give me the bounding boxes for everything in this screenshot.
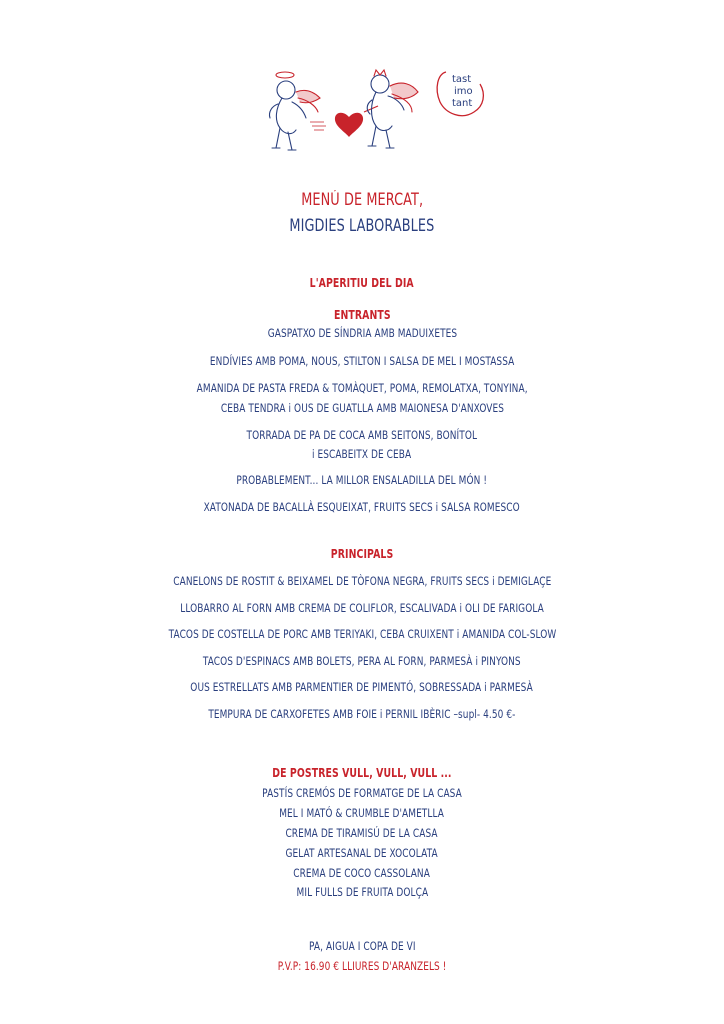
menu-item-text: PROBABLEMENT... LA MILLOR ENSALADILLA DEL MÓN ! xyxy=(236,473,488,487)
included-text: PA, AIGUA I COPA DE VI xyxy=(308,939,416,953)
menu-item xyxy=(0,350,724,369)
menu-subtitle-line xyxy=(0,216,724,235)
menu-item-text: CREMA DE COCO CASSOLANA xyxy=(293,866,431,880)
menu-item xyxy=(0,424,724,443)
menu-item xyxy=(0,623,724,642)
logo-text-line2: imo xyxy=(454,86,473,97)
postres-heading xyxy=(0,762,724,781)
menu-item xyxy=(0,881,724,900)
aperitiu-heading xyxy=(0,272,724,291)
menu-item-text: MIL FULLS DE FRUITA DOLÇA xyxy=(296,885,428,899)
principals-heading xyxy=(0,543,724,562)
logo-text-line3: tant xyxy=(452,98,473,109)
entrants-heading xyxy=(0,304,724,323)
postres-heading-text: DE POSTRES VULL, VULL, VULL ... xyxy=(272,766,452,780)
menu-item-text: XATONADA DE BACALLÀ ESQUEIXAT, FRUITS SECS i SALSA ROMESCO xyxy=(203,500,521,514)
menu-item xyxy=(0,597,724,616)
menu-item-text: GASPATXO DE SÍNDRIA AMB MADUIXETES xyxy=(267,326,457,340)
menu-item-text: OUS ESTRELLATS AMB PARMENTIER DE PIMENTÓ, SOBRESSADA i PARMESÀ xyxy=(190,680,534,694)
aperitiu-text: L'APERITIU DEL DIA xyxy=(309,276,415,290)
price-text: P.V.P: 16.90 € LLIURES D'ARANZELS ! xyxy=(277,959,447,973)
menu-item xyxy=(0,443,724,462)
menu-item-text: TORRADA DE PA DE COCA AMB SEITONS, BONÍTOL xyxy=(246,428,478,442)
included-note xyxy=(0,935,724,954)
menu-item-text: CANELONS DE ROSTIT & BEIXAMEL DE TÒFONA NEGRA, FRUITS SECS i DEMIGLAÇE xyxy=(172,574,552,588)
entrants-heading-text: ENTRANTS xyxy=(333,308,391,322)
menu-item xyxy=(0,822,724,841)
menu-item xyxy=(0,469,724,488)
menu-title-text: MENÚ DE MERCAT, xyxy=(301,190,423,209)
menu-item-text: TACOS D'ESPINACS AMB BOLETS, PERA AL FORN, PARMESÀ i PINYONS xyxy=(203,654,521,668)
menu-subtitle-text: MIGDIES LABORABLES xyxy=(289,216,435,235)
menu-item-text: ENDÍVIES AMB POMA, NOUS, STILTON I SALSA DE MEL I MOSTASSA xyxy=(209,354,515,368)
menu-item xyxy=(0,862,724,881)
menu-item xyxy=(0,570,724,589)
menu-item xyxy=(0,676,724,695)
menu-item xyxy=(0,782,724,801)
menu-item-text: CREMA DE TIRAMISÚ DE LA CASA xyxy=(285,826,439,840)
menu-item-text: MEL I MATÓ & CRUMBLE D'AMETLLA xyxy=(279,806,445,820)
logo-text-line1: tast xyxy=(452,74,472,85)
cupid-heart-logo xyxy=(262,62,492,162)
menu-item xyxy=(0,703,724,722)
menu-item-text: AMANIDA DE PASTA FREDA & TOMÀQUET, POMA, REMOLATXA, TONYINA, xyxy=(196,381,528,395)
menu-item xyxy=(0,397,724,416)
menu-item xyxy=(0,377,724,396)
menu-item-text: i ESCABEITX DE CEBA xyxy=(312,447,412,461)
menu-item-text: LLOBARRO AL FORN AMB CREMA DE COLIFLOR, ESCALIVADA i OLI DE FARIGOLA xyxy=(180,601,544,615)
menu-item xyxy=(0,650,724,669)
menu-item xyxy=(0,802,724,821)
menu-item-text: PASTÍS CREMÓS DE FORMATGE DE LA CASA xyxy=(262,786,462,800)
menu-item xyxy=(0,842,724,861)
left-cupid-icon xyxy=(269,72,320,150)
menu-item-text: CEBA TENDRA i OUS DE GUATLLA AMB MAIONESA D'ANXOVES xyxy=(220,401,504,415)
menu-item xyxy=(0,496,724,515)
right-cupid-icon xyxy=(367,70,418,148)
principals-heading-text: PRINCIPALS xyxy=(330,547,394,561)
menu-item xyxy=(0,322,724,341)
menu-item-text: TEMPURA DE CARXOFETES AMB FOIE i PERNIL IBÈRIC –supl- 4.50 €- xyxy=(208,707,516,721)
menu-item-text: TACOS DE COSTELLA DE PORC AMB TERIYAKI, CEBA CRUIXENT i AMANIDA COL-SLOW xyxy=(168,627,556,641)
menu-title-line1 xyxy=(0,190,724,209)
menu-item-text: GELAT ARTESANAL DE XOCOLATA xyxy=(285,846,439,860)
heart-icon xyxy=(335,113,363,137)
price-line xyxy=(0,955,724,974)
